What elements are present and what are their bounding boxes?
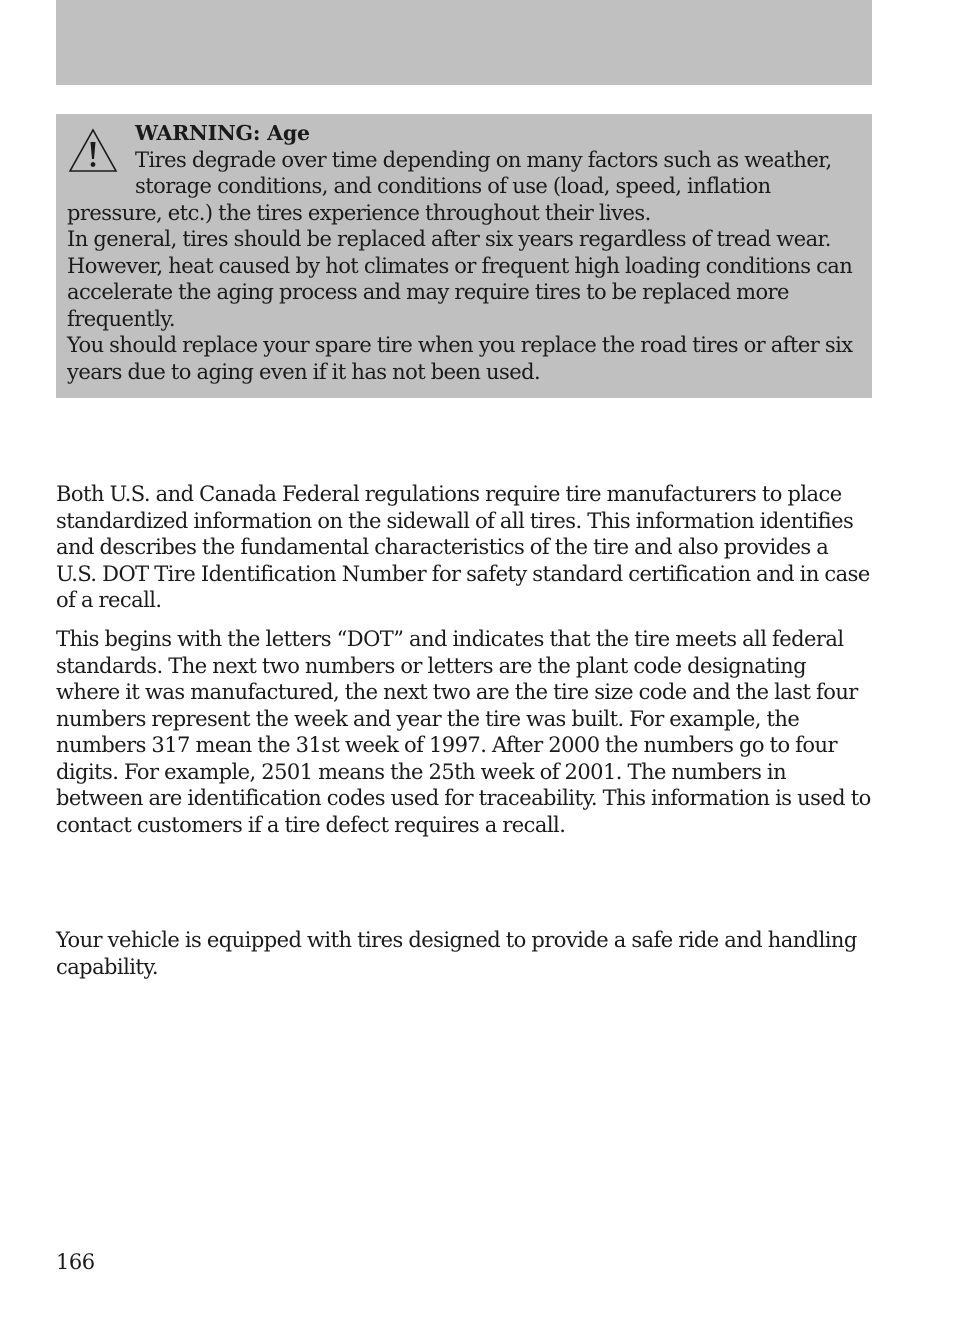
body-paragraph-vehicle-tires: Your vehicle is equipped with tires designed to provide a safe ride and handling capability.: [56, 928, 857, 979]
body-paragraph-regulations: Both U.S. and Canada Federal regulations require tire manufacturers to place standardized information on the sidewall of all tires. This information identifies and describes the fundamental characteristics of the tire and also provides a U.S. DOT Tire Identification Number for safety standard certification and in case of a recall.: [56, 482, 870, 612]
warning-paragraph: You should replace your spare tire when you replace the road tires or after six years due to aging even if it has not been used.: [67, 333, 853, 384]
warning-box: [56, 114, 872, 398]
warning-title: WARNING: Age: [135, 121, 310, 145]
header-band: [56, 0, 872, 85]
warning-triangle-icon: [67, 126, 119, 174]
warning-paragraph: In general, tires should be replaced after six years regardless of tread wear. However, heat caused by hot climates or frequent high loading conditions can accelerate the aging process and may require tires to be replaced more frequently.: [67, 227, 853, 331]
page-number: 166: [56, 1250, 95, 1274]
warning-paragraph: Tires degrade over time depending on many factors such as weather, storage conditions, and conditions of use (load, speed, inflation pressure, etc.) the tires experience throughout their lives.: [67, 147, 832, 225]
body-paragraph-dot-code: This begins with the letters “DOT” and indicates that the tire meets all federal standards. The next two numbers or letters are the plant code designating where it was manufactured, the next two are the tire size code and the last four numbers represent the week and year the tire was built. For example, the numbers 317 mean the 31st week of 1997. After 2000 the numbers go to four digits. For example, 2501 means the 25th week of 2001. The numbers in between are identification codes used for traceability. This information is used to contact customers if a tire defect requires a recall.: [56, 627, 871, 837]
